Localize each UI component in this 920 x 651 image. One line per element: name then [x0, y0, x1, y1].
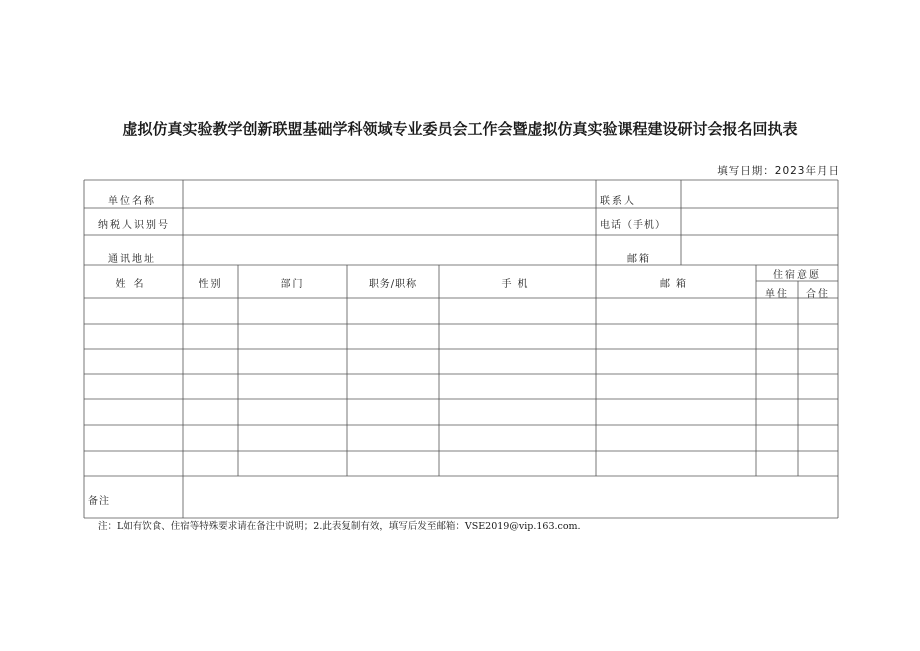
unit-name-field[interactable] — [184, 181, 595, 207]
cell-shared[interactable] — [799, 299, 837, 323]
cell-position[interactable] — [348, 325, 438, 348]
cell-gender[interactable] — [184, 400, 237, 424]
cell-position[interactable] — [348, 452, 438, 475]
cell-mobile[interactable] — [440, 325, 595, 348]
cell-single[interactable] — [757, 375, 797, 398]
header-department: 部门 — [280, 279, 305, 290]
address-field[interactable] — [184, 236, 595, 264]
email-label: 邮箱 — [627, 254, 651, 265]
unit-name-label: 单位名称 — [108, 196, 156, 207]
cell-shared[interactable] — [799, 375, 837, 398]
header-gender: 性别 — [198, 279, 223, 290]
phone-field[interactable] — [682, 209, 837, 234]
cell-mobile[interactable] — [440, 426, 595, 450]
cell-gender[interactable] — [184, 325, 237, 348]
cell-position[interactable] — [348, 375, 438, 398]
cell-gender[interactable] — [184, 426, 237, 450]
address-label: 通讯地址 — [108, 254, 156, 265]
cell-single[interactable] — [757, 452, 797, 475]
cell-single[interactable] — [757, 350, 797, 373]
cell-gender[interactable] — [184, 299, 237, 323]
cell-department[interactable] — [239, 299, 346, 323]
cell-name[interactable] — [85, 299, 182, 323]
cell-email[interactable] — [597, 452, 755, 475]
cell-single[interactable] — [757, 426, 797, 450]
cell-name[interactable] — [85, 350, 182, 373]
cell-email[interactable] — [597, 375, 755, 398]
cell-email[interactable] — [597, 325, 755, 348]
cell-single[interactable] — [757, 299, 797, 323]
footnote: 注：L如有饮食、住宿等特殊要求请在备注中说明；2.此表复制有效，填写后发至邮箱：VSE2019@vip.163.com. — [98, 521, 581, 532]
cell-shared[interactable] — [799, 325, 837, 348]
cell-single[interactable] — [757, 400, 797, 424]
cell-position[interactable] — [348, 426, 438, 450]
header-email: 邮箱 — [660, 279, 692, 290]
cell-name[interactable] — [85, 400, 182, 424]
cell-mobile[interactable] — [440, 350, 595, 373]
cell-name[interactable] — [85, 426, 182, 450]
cell-name[interactable] — [85, 452, 182, 475]
cell-department[interactable] — [239, 350, 346, 373]
taxpayer-id-field[interactable] — [184, 209, 595, 234]
header-accommodation: 住宿意愿 — [773, 270, 821, 281]
cell-mobile[interactable] — [440, 400, 595, 424]
header-shared: 合住 — [806, 289, 830, 300]
cell-shared[interactable] — [799, 452, 837, 475]
cell-department[interactable] — [239, 452, 346, 475]
form-title: 虚拟仿真实验教学创新联盟基础学科领域专业委员会工作会暨虚拟仿真实验课程建设研讨会报名回执表 — [122, 120, 798, 138]
header-single: 单住 — [765, 289, 789, 300]
cell-mobile[interactable] — [440, 452, 595, 475]
cell-mobile[interactable] — [440, 299, 595, 323]
remarks-label: 备注 — [88, 496, 110, 507]
phone-label: 电话（手机） — [600, 220, 666, 231]
cell-name[interactable] — [85, 325, 182, 348]
cell-department[interactable] — [239, 426, 346, 450]
fill-date: 填写日期：2023年月日 — [717, 165, 840, 177]
cell-position[interactable] — [348, 400, 438, 424]
cell-email[interactable] — [597, 299, 755, 323]
cell-name[interactable] — [85, 375, 182, 398]
header-position: 职务/职称 — [368, 279, 418, 290]
header-mobile: 手机 — [501, 279, 534, 290]
cell-department[interactable] — [239, 325, 346, 348]
remarks-area[interactable] — [184, 477, 837, 517]
cell-position[interactable] — [348, 350, 438, 373]
cell-email[interactable] — [597, 400, 755, 424]
cell-department[interactable] — [239, 375, 346, 398]
cell-email[interactable] — [597, 426, 755, 450]
cell-position[interactable] — [348, 299, 438, 323]
cell-email[interactable] — [597, 350, 755, 373]
cell-shared[interactable] — [799, 400, 837, 424]
cell-gender[interactable] — [184, 375, 237, 398]
cell-gender[interactable] — [184, 452, 237, 475]
cell-gender[interactable] — [184, 350, 237, 373]
email-field[interactable] — [682, 236, 837, 264]
cell-department[interactable] — [239, 400, 346, 424]
cell-mobile[interactable] — [440, 375, 595, 398]
cell-shared[interactable] — [799, 350, 837, 373]
taxpayer-id-label: 纳税人识别号 — [98, 220, 170, 231]
header-name: 姓名 — [115, 279, 152, 290]
cell-single[interactable] — [757, 325, 797, 348]
contact-field[interactable] — [682, 181, 837, 207]
contact-label: 联系人 — [600, 196, 636, 207]
cell-shared[interactable] — [799, 426, 837, 450]
